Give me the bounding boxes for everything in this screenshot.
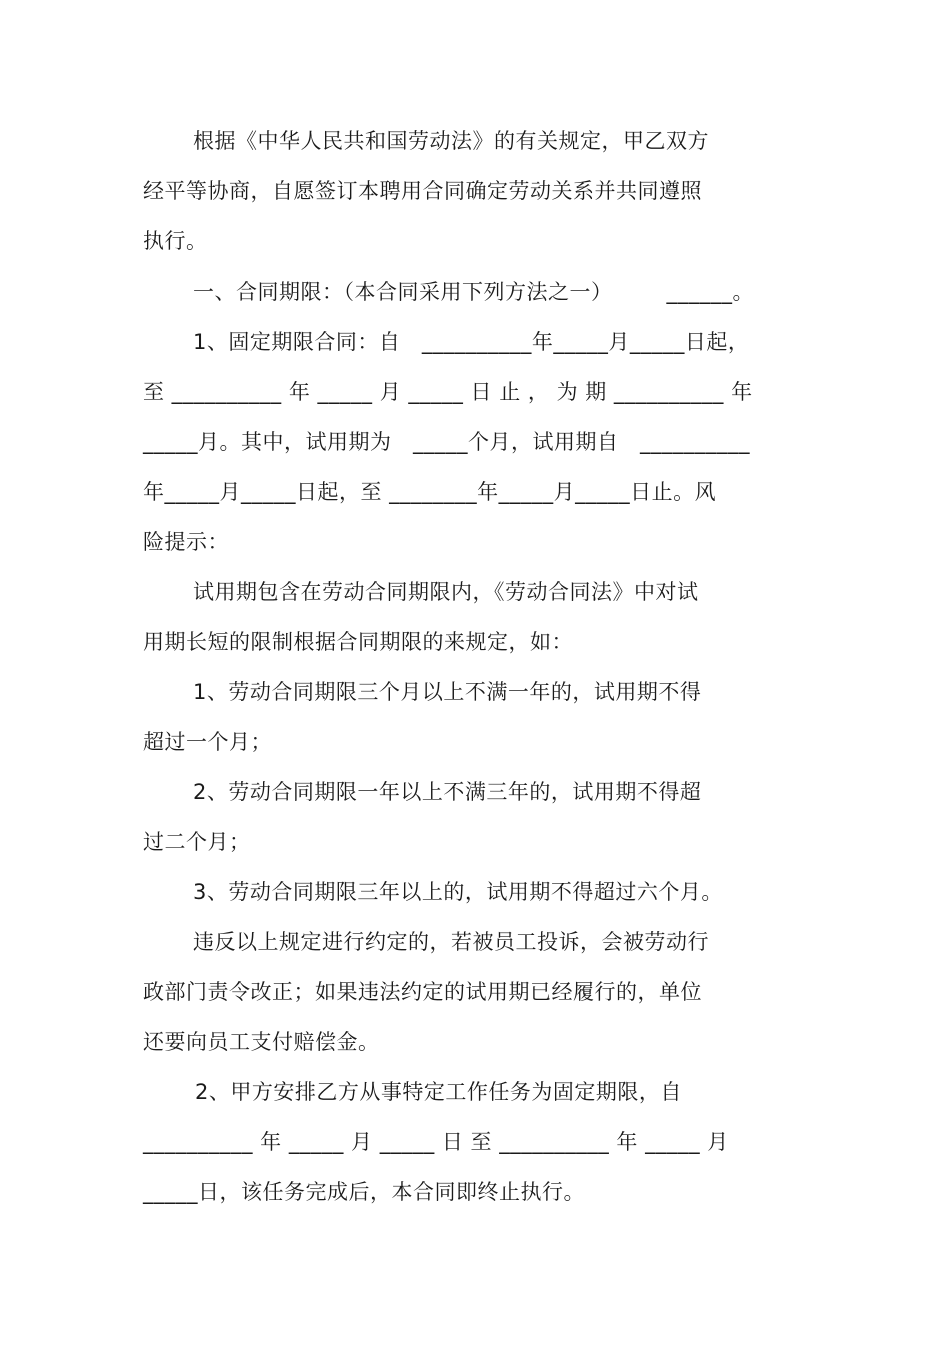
fixed-term-line-1: 1、固定期限合同：自 __________年_____月_____日起， bbox=[193, 330, 750, 354]
violation-note-line-3: 还要向员工支付赔偿金。 bbox=[143, 1030, 380, 1054]
fixed-term-line-3: _____月。其中，试用期为 _____个月，试用期自 __________ bbox=[143, 430, 750, 454]
fixed-term-line-5: 险提示： bbox=[143, 530, 229, 554]
rule-3-line-1: 3、劳动合同期限三年以上的，试用期不得超过六个月。 bbox=[193, 880, 723, 904]
risk-note-line-2: 用期长短的限制根据合同期限的来规定，如： bbox=[143, 630, 573, 654]
rule-2-line-2: 过二个月； bbox=[143, 830, 251, 854]
task-term-line-2: __________ 年 _____ 月 _____ 日 至 __________ 年 _____ 月 bbox=[143, 1130, 729, 1154]
risk-note-line-1: 试用期包含在劳动合同期限内，《劳动合同法》中对试 bbox=[193, 580, 699, 604]
rule-1-line-1: 1、劳动合同期限三个月以上不满一年的，试用期不得 bbox=[193, 680, 702, 704]
fixed-term-line-2: 至 __________ 年 _____ 月 _____ 日 止 ， 为 期 __________ 年 bbox=[143, 380, 753, 404]
violation-note-line-2: 政部门责令改正；如果违法约定的试用期已经履行的，单位 bbox=[143, 980, 702, 1004]
section-contract-term-heading: 一、合同期限：（本合同采用下列方法之一） ______。 bbox=[193, 280, 754, 304]
paragraph-intro-line-3: 执行。 bbox=[143, 229, 208, 253]
paragraph-intro-line-2: 经平等协商，自愿签订本聘用合同确定劳动关系并共同遵照 bbox=[143, 179, 702, 203]
fixed-term-line-4: 年_____月_____日起，至 ________年_____月_____日止。风 bbox=[143, 480, 717, 504]
violation-note-line-1: 违反以上规定进行约定的，若被员工投诉，会被劳动行 bbox=[193, 930, 709, 954]
rule-1-line-2: 超过一个月； bbox=[143, 730, 272, 754]
rule-2-line-1: 2、劳动合同期限一年以上不满三年的，试用期不得超 bbox=[193, 780, 702, 804]
paragraph-intro-line-1: 根据《中华人民共和国劳动法》的有关规定，甲乙双方 bbox=[193, 129, 709, 153]
task-term-line-3: _____日，该任务完成后，本合同即终止执行。 bbox=[143, 1180, 585, 1204]
task-term-line-1: 2、甲方安排乙方从事特定工作任务为固定期限，自 bbox=[195, 1080, 682, 1104]
